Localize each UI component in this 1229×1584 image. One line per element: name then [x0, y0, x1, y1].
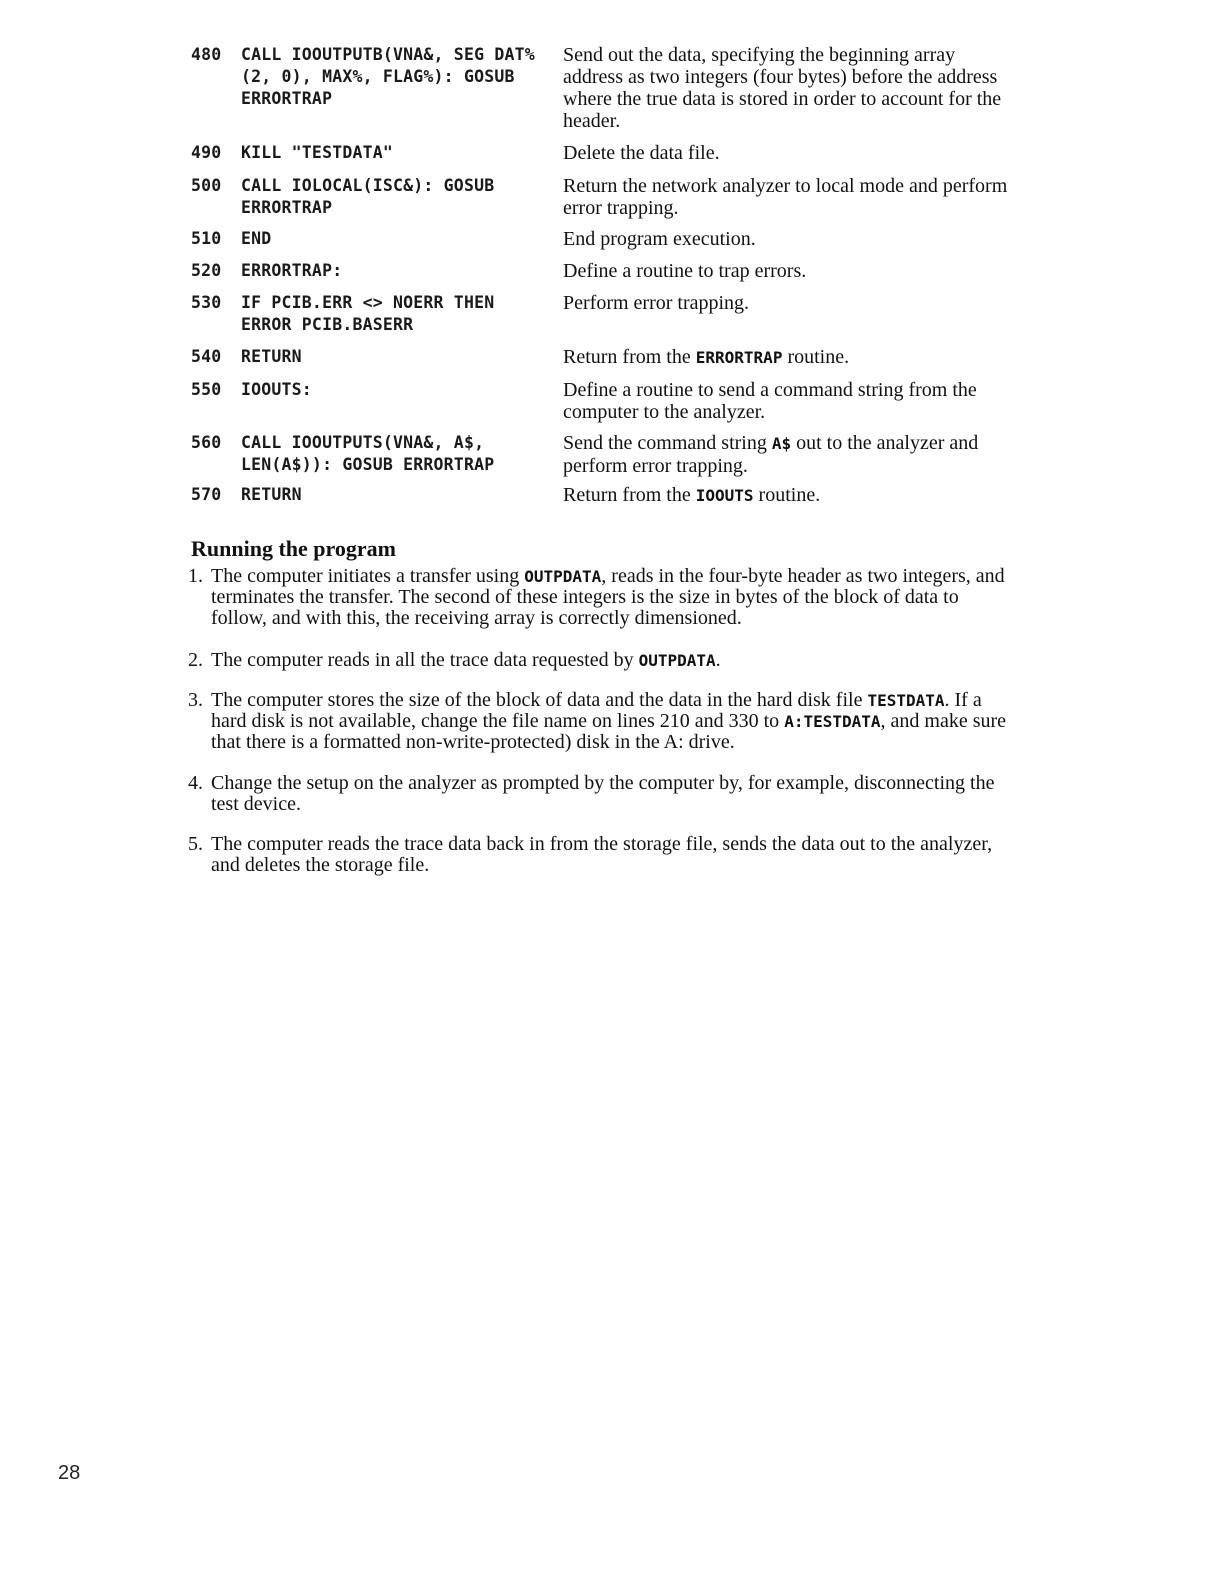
description-text: Send the command string	[563, 432, 772, 454]
code-description: Define a routine to trap errors.	[563, 260, 807, 282]
step-item	[188, 834, 1008, 876]
code-statement: END	[241, 229, 272, 248]
code-statement: ERRORTRAP:	[241, 261, 343, 280]
description-text: routine.	[753, 484, 821, 506]
description-text: routine.	[782, 346, 850, 368]
step-text-part: .	[715, 649, 721, 671]
step-text-part: The computer initiates a transfer using	[211, 565, 525, 587]
code-statement: CALL IOOUTPUTB(VNA&, SEG DAT%(2, 0), MAX%, FLAG%): GOSUB ERRORTRAP	[241, 45, 535, 108]
code-cell	[191, 292, 541, 336]
description-text: out to the analyzer and perform error trapping.	[563, 432, 979, 477]
description-text: Return from the	[563, 484, 696, 506]
step-text	[211, 650, 1008, 671]
code-description	[563, 346, 1013, 369]
line-number: 480	[191, 45, 222, 64]
variable-name: A$	[771, 434, 792, 453]
step-number: 4.	[188, 772, 203, 794]
code-cell	[191, 260, 541, 282]
code-statement: CALL IOOUTPUTS(VNA&, A$, LEN(A$)): GOSUB ERRORTRAP	[241, 433, 495, 474]
step-text	[211, 566, 1008, 629]
file-name: TESTDATA	[867, 691, 945, 710]
command-name: OUTPDATA	[638, 651, 716, 670]
code-cell	[191, 142, 541, 164]
line-number: 500	[191, 176, 222, 195]
step-number: 5.	[188, 833, 203, 855]
code-description: End program execution.	[563, 228, 756, 250]
code-statement: CALL IOLOCAL(ISC&): GOSUB ERRORTRAP	[241, 176, 505, 217]
code-description: Delete the data file.	[563, 142, 720, 164]
step-item	[188, 773, 1008, 815]
code-statement: IF PCIB.ERR <> NOERR THEN ERROR PCIB.BASERR	[241, 293, 505, 334]
code-statement: KILL "TESTDATA"	[241, 143, 394, 162]
file-name: A:TESTDATA	[784, 712, 881, 731]
page-number: 28	[58, 1462, 81, 1484]
step-text-part: . If a hard disk is not available, change the file name on lines 210 and 330 to	[211, 689, 982, 732]
code-description: Send out the data, specifying the beginning array address as two integers (four bytes) before the address where the true data is stored in order to account for the header.	[563, 44, 1002, 132]
step-number: 3.	[188, 689, 203, 711]
step-text	[211, 690, 1008, 753]
step-item	[188, 690, 1008, 753]
code-statement: RETURN	[241, 347, 302, 366]
step-item	[188, 566, 1008, 629]
code-cell	[191, 346, 541, 368]
line-number: 560	[191, 433, 222, 452]
code-cell	[191, 379, 541, 401]
step-text-part: , reads in the four-byte header as two integers, and terminates the transfer. The second of these integers is the size in bytes of the block of data to follow, and with this, the receiving array is correctly dimensioned.	[211, 565, 1005, 629]
description-text: Return from the	[563, 346, 696, 368]
step-number: 2.	[188, 649, 203, 671]
step-text-part: , and make sure that there is a formatted non-write-protected) disk in the A: drive.	[211, 710, 1007, 753]
code-description: Return the network analyzer to local mode and perform error trapping.	[563, 175, 1008, 219]
section-heading: Running the program	[191, 536, 396, 561]
code-cell	[191, 432, 541, 476]
code-cell	[191, 484, 541, 506]
command-name: OUTPDATA	[524, 567, 602, 586]
routine-name: IOOUTS	[695, 486, 754, 505]
code-description	[563, 432, 1013, 477]
step-text: The computer reads the trace data back in from the storage file, sends the data out to the analyzer, and deletes the storage file.	[211, 833, 993, 876]
step-item	[188, 650, 1008, 671]
code-cell	[191, 175, 541, 219]
step-text: Change the setup on the analyzer as prompted by the computer by, for example, disconnecting the test device.	[211, 772, 995, 815]
code-statement: IOOUTS:	[241, 380, 312, 399]
line-number: 510	[191, 229, 222, 248]
line-number: 530	[191, 293, 222, 312]
code-cell	[191, 44, 541, 110]
line-number: 540	[191, 347, 222, 366]
step-number: 1.	[188, 565, 203, 587]
code-description: Define a routine to send a command string from the computer to the analyzer.	[563, 379, 977, 423]
step-text-part: The computer stores the size of the block of data and the data in the hard disk file	[211, 689, 868, 711]
code-description	[563, 484, 1013, 507]
line-number: 490	[191, 143, 222, 162]
line-number: 550	[191, 380, 222, 399]
code-cell	[191, 228, 541, 250]
line-number: 520	[191, 261, 222, 280]
routine-name: ERRORTRAP	[695, 348, 783, 367]
step-text-part: The computer reads in all the trace data requested by	[211, 649, 639, 671]
code-description: Perform error trapping.	[563, 292, 750, 314]
line-number: 570	[191, 485, 222, 504]
code-statement: RETURN	[241, 485, 302, 504]
